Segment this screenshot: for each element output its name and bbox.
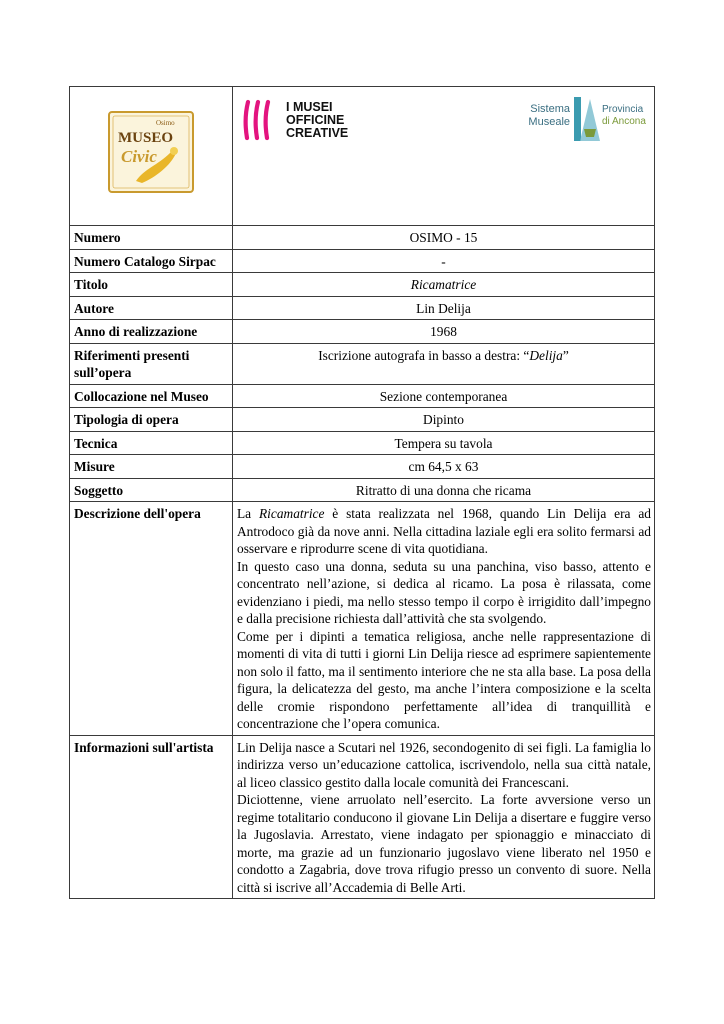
row-label: Titolo <box>70 273 233 297</box>
museale-text: Museale <box>528 116 570 128</box>
table-row <box>70 408 655 432</box>
paragraph: Come per i dipinti a tematica religiosa, anche nelle rappresentazione di momenti di vita di tutti i giorni Lin Delija riesce ad esprimere sapientemente non solo il fatto, ma il sentimento interiore che ne sta alla base. La posa della figura, la delicatezza del gesto, ma anche l’intera composizione e la scelta delle cromie rispondono perfettamente all’idea di tranquillità e concentrazione che l’opera comunica. <box>237 628 651 731</box>
scheda-opera <box>69 86 655 899</box>
row-label: Misure <box>70 455 233 479</box>
row-label: Riferimenti presenti sull’opera <box>70 343 233 384</box>
table-row <box>70 478 655 502</box>
logo-line2: OFFICINE <box>286 113 345 127</box>
row-label: Soggetto <box>70 478 233 502</box>
paragraph: In questo caso una donna, seduta su una panchina, viso basso, attento e concentrato nell’azione, si dedica al ricamo. La posa è rilassata, come evidenziano i piedi, ma nello stesso tempo il corpo è irrigidito dall’impegno e dalla precisione richiesta dall’attività che sta svolgendo. <box>237 558 651 626</box>
table-row <box>70 455 655 479</box>
magenta-stroke-icon <box>246 102 248 138</box>
text-span: è stata realizzata nel 1968, quando Lin Delija era ad Antrodoco già da nove anni. Nella cittadina laziale egli era solito fermarsi ad osservare e riprodurre scene di vita quotidiana. <box>237 506 651 556</box>
table-row <box>70 273 655 297</box>
row-value: Ritratto di una donna che ricama <box>233 478 655 502</box>
row-value: Sezione contemporanea <box>233 384 655 408</box>
row-label: Tipologia di opera <box>70 408 233 432</box>
museo-civico-logo <box>108 111 194 193</box>
paragraph: Diciottenne, viene arruolato nell’esercito. La forte avversione verso un regime totalitario conducono il giovane Lin Delija a disertare e fuggire verso la Jugoslavia. Arrestato, viene indagato per spionaggio e minacciato di morte, ma grazie ad un funzionario jugoslavo viene liberato nel 1950 e condotto a Zagabria, dove trova rifugio presso un convento di suore. Nella città si iscrive all’Accademia di Belle Arti. <box>237 792 651 895</box>
logo-line1: I MUSEI <box>286 100 333 114</box>
paragraph <box>237 505 651 558</box>
row-label: Numero Catalogo Sirpac <box>70 249 233 273</box>
row-value: cm 64,5 x 63 <box>233 455 655 479</box>
table-row <box>70 320 655 344</box>
row-label: Collocazione nel Museo <box>70 384 233 408</box>
paragraph: Lin Delija nasce a Scutari nel 1926, secondogenito di sei figli. La famiglia lo indirizza verso un’educazione cattolica, iscrivendolo, nella sua città natale, al liceo classico gestito dalla locale comunità dei Francescani. <box>237 739 651 790</box>
value-text: ” <box>562 347 569 363</box>
row-value: Dipinto <box>233 408 655 432</box>
partner-logos-cell <box>233 87 655 226</box>
artista-row <box>70 735 655 899</box>
row-value: Ricamatrice <box>233 273 655 297</box>
table-row <box>70 431 655 455</box>
row-value: - <box>233 249 655 273</box>
row-label: Autore <box>70 296 233 320</box>
museo-civico-logo-cell <box>70 87 233 226</box>
text-span: La <box>237 506 259 521</box>
logo-row <box>70 87 655 226</box>
row-label: Tecnica <box>70 431 233 455</box>
sistema-museale-logo <box>518 93 648 147</box>
musei-officine-creative-logo <box>240 96 365 142</box>
table-row <box>70 226 655 250</box>
row-value: Lin Delija <box>233 296 655 320</box>
row-label: Anno di realizzazione <box>70 320 233 344</box>
value-text: Iscrizione autografa in basso a destra: “ <box>318 347 530 363</box>
logo-museo-text: MUSEO <box>118 130 174 146</box>
logo-civico-text: Civic <box>121 147 157 166</box>
table-row <box>70 343 655 384</box>
table-row <box>70 384 655 408</box>
table-row <box>70 249 655 273</box>
ancona-text: di Ancona <box>602 116 646 127</box>
row-value <box>233 343 655 384</box>
sistema-mark-icon <box>574 97 581 141</box>
scheda-table <box>69 86 655 899</box>
text-italic: Ricamatrice <box>258 506 325 521</box>
table-row <box>70 296 655 320</box>
artista-text <box>233 735 655 899</box>
sistema-text: Sistema <box>530 103 570 115</box>
logo-line3: CREATIVE <box>286 126 349 140</box>
row-value: 1968 <box>233 320 655 344</box>
row-value: Tempera su tavola <box>233 431 655 455</box>
descrizione-label: Descrizione dell'opera <box>70 502 233 736</box>
logo-osimo-text: Osimo <box>156 119 175 127</box>
artista-label: Informazioni sull'artista <box>70 735 233 899</box>
value-italic: Delija <box>529 347 563 363</box>
provincia-text: Provincia <box>602 104 644 115</box>
descrizione-text <box>233 502 655 736</box>
descrizione-row <box>70 502 655 736</box>
row-label: Numero <box>70 226 233 250</box>
row-value: OSIMO - 15 <box>233 226 655 250</box>
